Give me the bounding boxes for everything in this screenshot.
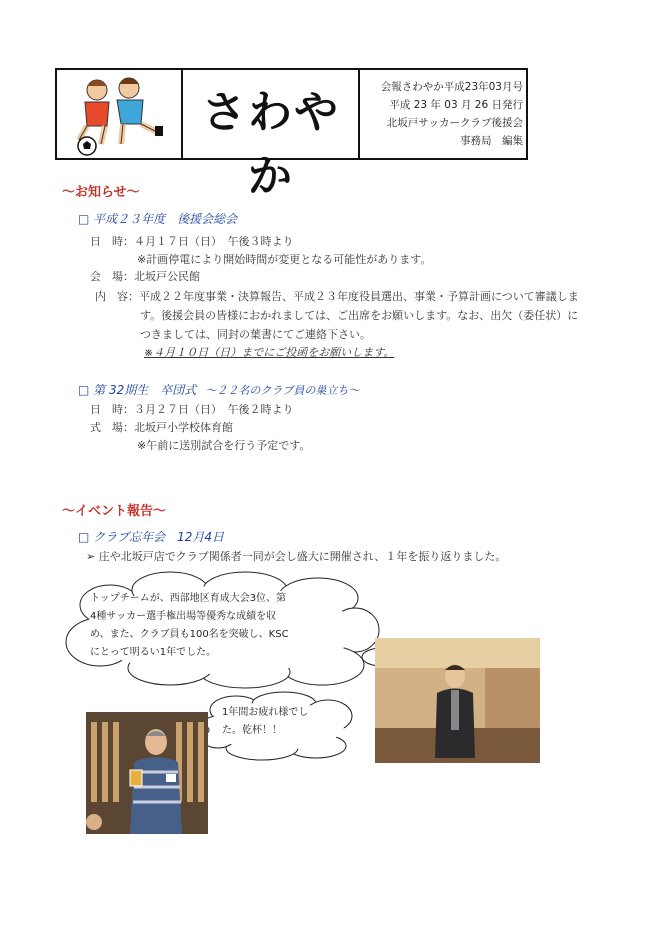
- meeting-content-line: 内 容：平成２２年度事業・決算報告、平成２３年度役員選出、事業・予算計画について審議しま: [95, 290, 579, 303]
- party-summary: ➢ 庄や北坂戸店でクラブ関係者一同が会し盛大に開催され、１年を振り返りました。: [86, 550, 507, 563]
- events-heading: ～イベント報告～: [62, 504, 167, 519]
- speech-cloud: [60, 570, 380, 690]
- cloud-text-line: トップチームが、西部地区育成大会3位、第: [90, 593, 287, 604]
- soccer-players-illustration: [57, 70, 181, 158]
- meeting-content-line: つきましては、同封の葉書にてご連絡下さい。: [140, 328, 371, 341]
- cloud-text-line: 4種サッカー選手権出場等優秀な成績を収: [90, 611, 277, 622]
- graduation-heading: [78, 379, 359, 398]
- issue-info-line: 事務局 編集: [460, 135, 523, 147]
- meeting-place: 会 場：北坂戸公民館: [90, 270, 200, 283]
- cloud-text-line: た。乾杯！！: [222, 725, 282, 736]
- meeting-content-line: す。後援会員の皆様におかれましては、ご出席をお願いします。なお、出欠（委任状）に: [140, 309, 579, 322]
- cloud-text-line: にとって明るい1年でした。: [90, 647, 217, 658]
- header-divider: [358, 70, 360, 158]
- cloud-text-line: 1年間お疲れ様でし: [222, 707, 309, 718]
- meeting-title: □ 平成２３年度 後援会総会: [78, 212, 238, 226]
- party-photo-speaker: [375, 638, 540, 763]
- graduation-subtitle: ～２２名のクラブ員の巣立ち～: [205, 384, 360, 397]
- issue-info: [365, 78, 523, 150]
- issue-info-line: 会報さわやか平成23年03月号: [380, 81, 523, 93]
- meeting-deadline: ※４月１０日（日）までにご投函をお願いします。: [144, 346, 395, 359]
- graduation-note: ※午前に送別試合を行う予定です。: [137, 439, 311, 452]
- issue-info-line: 平成 23 年 03 月 26 日発行: [389, 99, 523, 111]
- newsletter-title: さわやか: [202, 87, 340, 202]
- issue-info-line: 北坂戸サッカークラブ後援会: [386, 117, 523, 129]
- party-title: □ クラブ忘年会 12月4日: [78, 530, 225, 544]
- meeting-date-note: ※計画停電により開始時間が変更となる可能性があります。: [137, 253, 432, 266]
- header-divider: [181, 70, 183, 158]
- graduation-place: 式 場：北坂戸小学校体育館: [90, 421, 233, 434]
- cloud-text-line: め、また、クラブ員も100名を突破し、KSC: [90, 629, 289, 640]
- meeting-date: 日 時：４月１７日（日） 午後３時より: [90, 235, 294, 248]
- graduation-title: □ 第 32期生 卒団式: [78, 383, 197, 397]
- speech-cloud: [196, 690, 356, 762]
- graduation-date: 日 時：３月２７日（日） 午後２時より: [90, 403, 294, 416]
- news-heading: ～お知らせ～: [62, 185, 140, 200]
- party-photo-toast: [86, 712, 208, 834]
